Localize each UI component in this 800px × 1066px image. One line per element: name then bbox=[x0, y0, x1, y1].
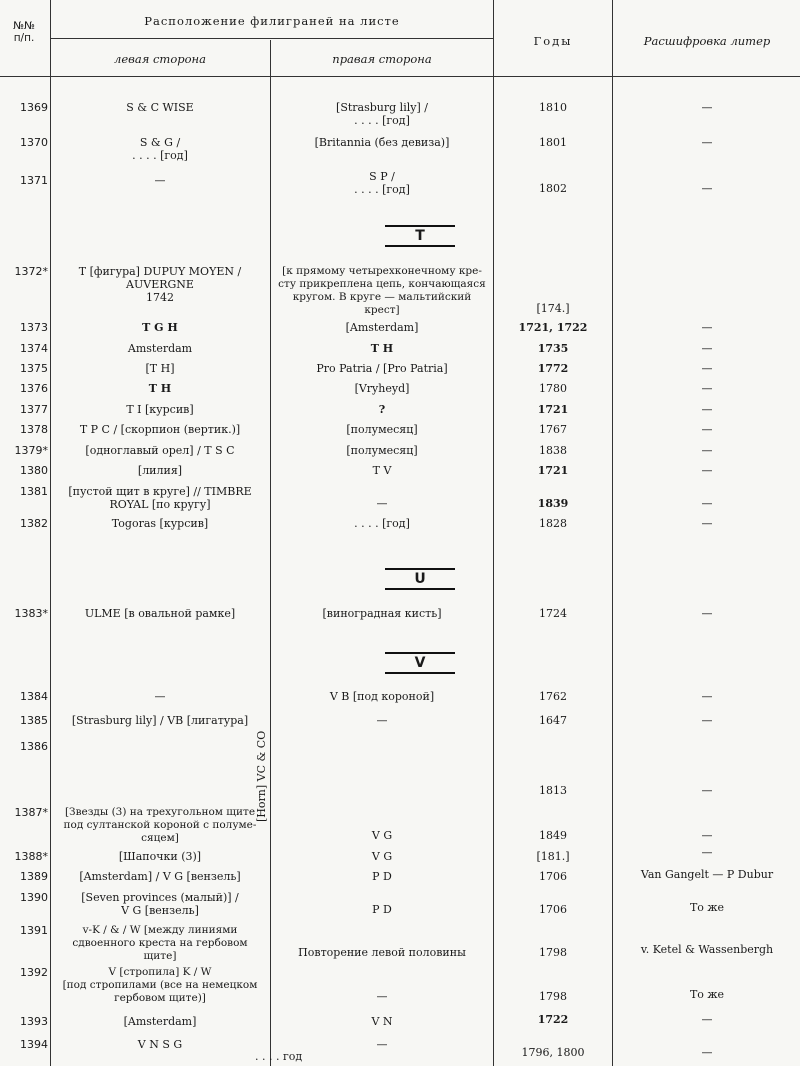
year: 1721 bbox=[537, 403, 569, 416]
year: 1839 bbox=[537, 497, 569, 510]
right-side: — bbox=[376, 1038, 388, 1051]
right-side: V N bbox=[371, 1015, 393, 1028]
decoding: — bbox=[701, 362, 713, 375]
right-side: [виноградная кисть] bbox=[322, 607, 442, 620]
year: 1706 bbox=[539, 870, 567, 883]
left-side: T G H bbox=[142, 321, 178, 334]
year: 1796, 1800 bbox=[521, 1046, 585, 1059]
row-number: 1377 bbox=[20, 403, 48, 416]
row-number: 1383* bbox=[14, 607, 48, 620]
year: 1772 bbox=[537, 362, 569, 375]
decoding: — bbox=[701, 829, 713, 842]
left-side: Togoras [курсив] bbox=[111, 517, 209, 530]
column-rule bbox=[270, 40, 271, 1066]
left-side: [Звезды (3) на трехугольном щите под султанской короной с полуме- сяцем] bbox=[63, 806, 257, 844]
right-side: T V bbox=[372, 464, 392, 477]
right-side: [Strasburg lily] / . . . . [год] bbox=[336, 101, 428, 127]
row-number: 1385 bbox=[20, 714, 48, 727]
right-side: [Britannia (без девиза)] bbox=[314, 136, 450, 149]
row-number: 1374 bbox=[20, 342, 48, 355]
row-number: 1393 bbox=[20, 1015, 48, 1028]
row-number: 1370 bbox=[20, 136, 48, 149]
left-side: T I [курсив] bbox=[126, 403, 194, 416]
section-letter-v: V bbox=[385, 655, 455, 671]
left-side: — bbox=[154, 174, 166, 187]
row-number: 1371 bbox=[20, 174, 48, 187]
row-number: 1392 bbox=[20, 966, 48, 979]
column-rule bbox=[493, 0, 494, 1066]
left-side: Amsterdam bbox=[127, 342, 193, 355]
year: 1722 bbox=[537, 1013, 569, 1026]
column-rule bbox=[50, 0, 51, 1066]
left-side: S & G / . . . . [год] bbox=[132, 136, 188, 162]
row-number: 1379* bbox=[14, 444, 48, 457]
right-side: V B [под короной] bbox=[329, 690, 435, 703]
header-num: №№ п/п. bbox=[13, 20, 35, 44]
left-side: [Amsterdam] bbox=[123, 1015, 197, 1028]
row-number: 1369 bbox=[20, 101, 48, 114]
row-number: 1387* bbox=[14, 806, 48, 819]
year: 1798 bbox=[539, 946, 567, 959]
decoding: — bbox=[701, 497, 713, 510]
row-number: 1382 bbox=[20, 517, 48, 530]
right-side: [Vryheyd] bbox=[354, 382, 410, 395]
decoding: — bbox=[701, 423, 713, 436]
year: 1706 bbox=[539, 903, 567, 916]
decoding: — bbox=[701, 444, 713, 457]
decoding: То же bbox=[689, 988, 725, 1001]
right-side: Повторение левой половины bbox=[298, 946, 466, 959]
row-number: 1394 bbox=[20, 1038, 48, 1051]
header-placement: Расположение филиграней на листе bbox=[144, 14, 400, 28]
right-side: — bbox=[376, 714, 388, 727]
decoding: — bbox=[701, 101, 713, 114]
left-side: [Seven provinces (малый)] / V G [вензель] bbox=[81, 891, 239, 917]
left-side: [Amsterdam] / V G [вензель] bbox=[79, 870, 241, 883]
decoding: — bbox=[701, 607, 713, 620]
right-side: T H bbox=[370, 342, 394, 355]
row-number: 1375 bbox=[20, 362, 48, 375]
left-side: [Strasburg lily] / VB [лигатура] bbox=[71, 714, 249, 727]
decoding: — bbox=[701, 846, 713, 859]
right-side: . . . . [год] bbox=[354, 517, 410, 530]
row-number: 1389 bbox=[20, 870, 48, 883]
left-side: T H bbox=[148, 382, 172, 395]
year: 1798 bbox=[539, 990, 567, 1003]
right-side: [полумесяц] bbox=[346, 423, 418, 436]
year: [174.] bbox=[536, 302, 570, 315]
row-number: 1384 bbox=[20, 690, 48, 703]
extra-year-note: . . . . год bbox=[255, 1050, 303, 1063]
left-side: [T H] bbox=[145, 362, 175, 375]
row-number: 1378 bbox=[20, 423, 48, 436]
row-number: 1391 bbox=[20, 924, 48, 937]
year: [181.] bbox=[536, 850, 570, 863]
right-side: V G bbox=[371, 850, 393, 863]
right-side: P D bbox=[372, 903, 392, 916]
year: 1828 bbox=[539, 517, 567, 530]
year: 1721 bbox=[537, 464, 569, 477]
row-number: 1380 bbox=[20, 464, 48, 477]
row-number: 1388* bbox=[14, 850, 48, 863]
row-number: 1381 bbox=[20, 485, 48, 498]
left-side: ULME [в овальной рамке] bbox=[84, 607, 236, 620]
right-side: [к прямому четырехконечному кре- сту прикреплена цепь, кончающаяся кругом. В круге — мальтийский крест] bbox=[278, 265, 486, 316]
vertical-watermark-text: [Horn] VC & CO bbox=[255, 730, 268, 822]
year: 1813 bbox=[539, 784, 567, 797]
row-number: 1386 bbox=[20, 740, 48, 753]
left-side: [лилия] bbox=[137, 464, 183, 477]
decoding: — bbox=[701, 382, 713, 395]
decoding: — bbox=[701, 403, 713, 416]
header-decoding: Расшифровка литер bbox=[643, 34, 771, 48]
row-number: 1373 bbox=[20, 321, 48, 334]
section-letter-t: T bbox=[385, 228, 455, 244]
right-side: V G bbox=[371, 829, 393, 842]
left-side: T P C / [скорпион (вертик.)] bbox=[79, 423, 241, 436]
right-side: S P / . . . . [год] bbox=[354, 170, 410, 196]
left-side: T [фигура] DUPUY MOYEN / AUVERGNE 1742 bbox=[78, 265, 242, 304]
header-right: правая сторона bbox=[332, 52, 432, 66]
row-number: 1376 bbox=[20, 382, 48, 395]
right-side: — bbox=[376, 497, 388, 510]
decoding: — bbox=[701, 714, 713, 727]
year: 1762 bbox=[539, 690, 567, 703]
section-letter-u: U bbox=[385, 571, 455, 587]
decoding: v. Ketel & Wassenbergh bbox=[640, 943, 774, 956]
decoding: — bbox=[701, 321, 713, 334]
year: 1802 bbox=[539, 182, 567, 195]
year: 1721, 1722 bbox=[518, 321, 588, 334]
decoding: — bbox=[701, 517, 713, 530]
column-rule bbox=[612, 0, 613, 1066]
left-side: [пустой щит в круге] // TIMBRE ROYAL [по кругу] bbox=[68, 485, 252, 511]
right-side: P D bbox=[372, 870, 392, 883]
left-side: [одноглавый орел] / T S C bbox=[85, 444, 235, 457]
right-side: [полумесяц] bbox=[346, 444, 418, 457]
left-side: [Шапочки (3)] bbox=[118, 850, 202, 863]
row-number: 1372* bbox=[14, 265, 48, 278]
header-rule bbox=[50, 38, 493, 39]
left-side: V [стропила] K / W [под стропилами (все на немецком гербовом щите)] bbox=[62, 966, 258, 1004]
decoding: — bbox=[701, 342, 713, 355]
left-side: V N S G bbox=[137, 1038, 183, 1051]
decoding: — bbox=[701, 1013, 713, 1026]
year: 1647 bbox=[539, 714, 567, 727]
right-side: [Amsterdam] bbox=[345, 321, 419, 334]
right-side: Pro Patria / [Pro Patria] bbox=[316, 362, 448, 375]
decoding: Van Gangelt — P Dubur bbox=[640, 868, 774, 881]
decoding: — bbox=[701, 182, 713, 195]
year: 1801 bbox=[539, 136, 567, 149]
header-left: левая сторона bbox=[114, 52, 206, 66]
year: 1849 bbox=[539, 829, 567, 842]
right-side: — bbox=[376, 990, 388, 1003]
left-side: v-K / & / W [между линиями сдвоенного креста на гербовом щите] bbox=[72, 924, 248, 962]
year: 1767 bbox=[539, 423, 567, 436]
year: 1724 bbox=[539, 607, 567, 620]
left-side: S & C WISE bbox=[126, 101, 194, 114]
year: 1810 bbox=[539, 101, 567, 114]
row-number: 1390 bbox=[20, 891, 48, 904]
decoding: — bbox=[701, 690, 713, 703]
year: 1838 bbox=[539, 444, 567, 457]
header-bottom-rule bbox=[0, 76, 800, 77]
decoding: — bbox=[701, 784, 713, 797]
left-side: — bbox=[154, 690, 166, 703]
decoding: То же bbox=[689, 901, 725, 914]
right-side: ? bbox=[378, 403, 386, 416]
decoding: — bbox=[701, 136, 713, 149]
year: 1735 bbox=[537, 342, 569, 355]
year: 1780 bbox=[539, 382, 567, 395]
header-years: Годы bbox=[533, 34, 573, 48]
decoding: — bbox=[701, 1046, 713, 1059]
decoding: — bbox=[701, 464, 713, 477]
